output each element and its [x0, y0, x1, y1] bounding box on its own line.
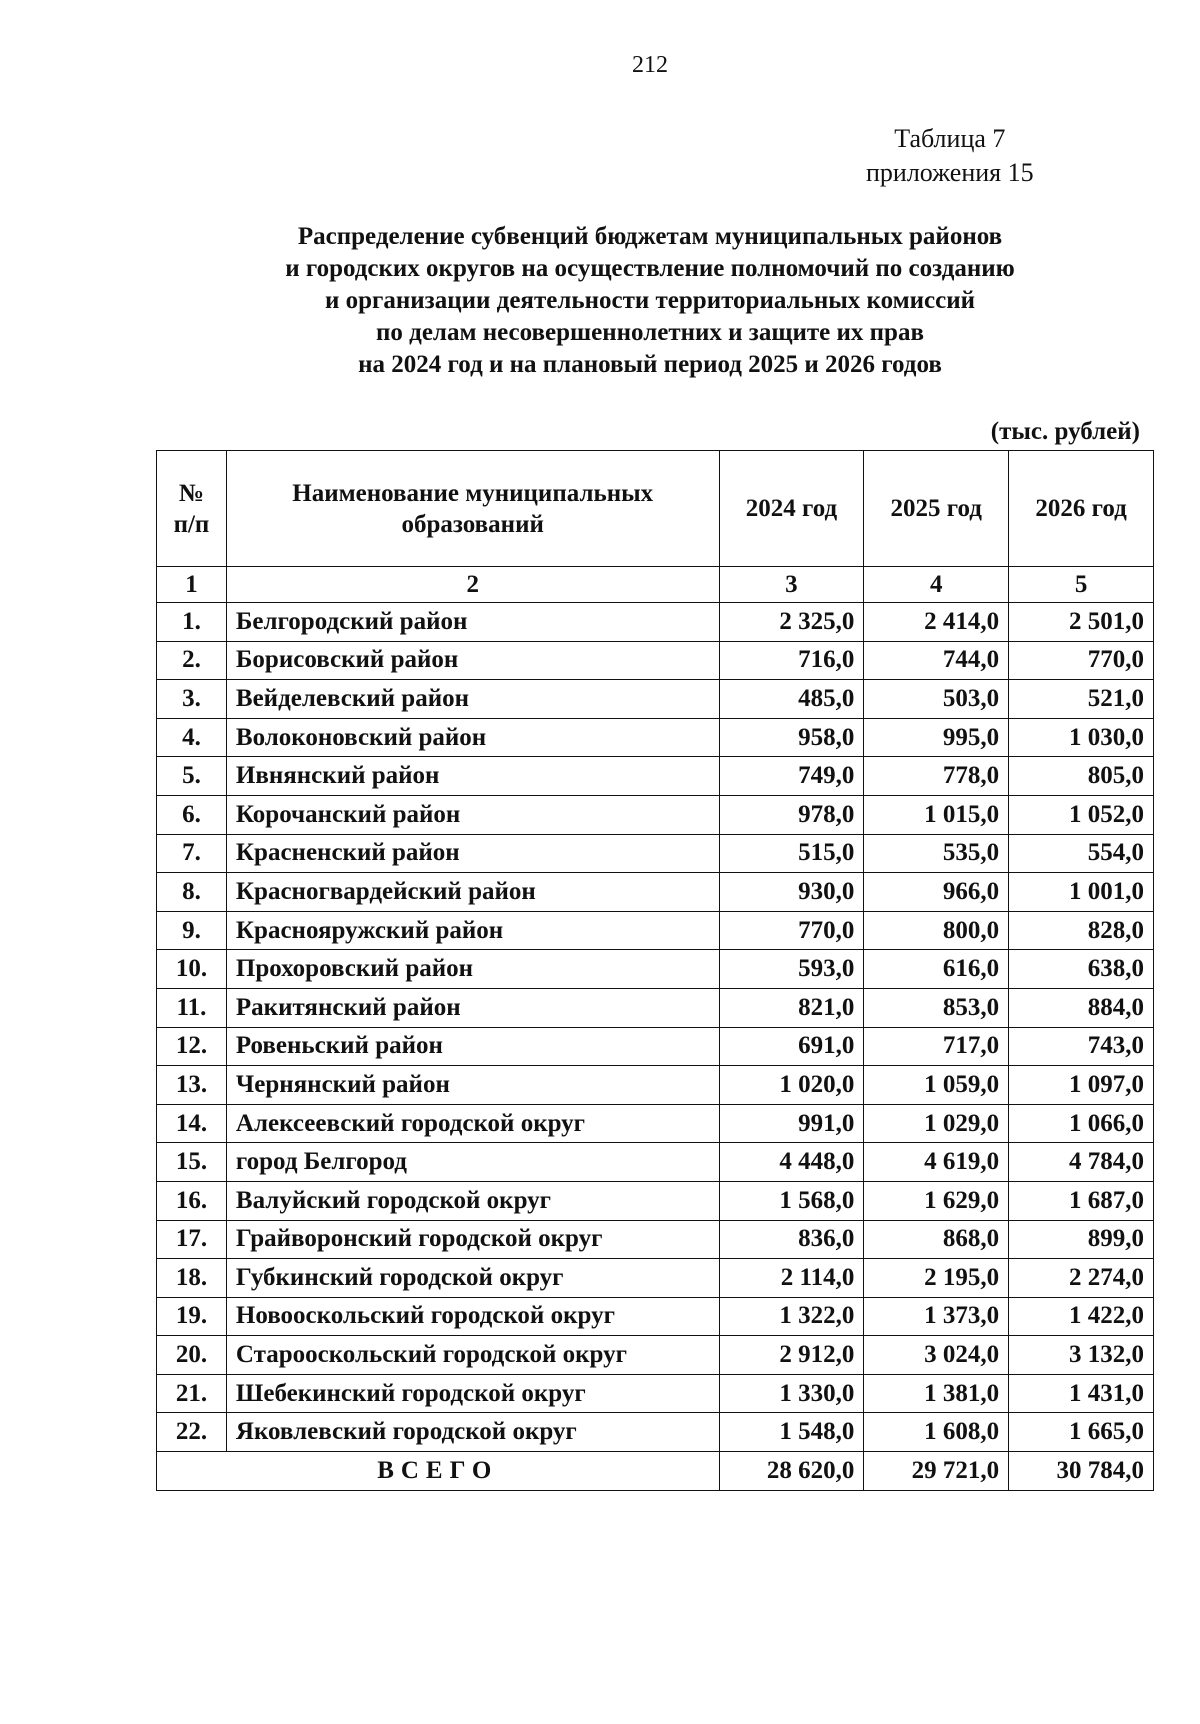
page-number: 212: [632, 52, 668, 78]
row-value-2025: 616,0: [864, 950, 1009, 989]
row-value-2025: 1 015,0: [864, 795, 1009, 834]
row-name: Алексеевский городской округ: [226, 1104, 719, 1143]
header-name-line2: образований: [401, 510, 544, 538]
row-name: Ивнянский район: [226, 757, 719, 796]
row-number: 2.: [157, 641, 227, 680]
row-value-2026: 1 431,0: [1009, 1374, 1154, 1413]
row-value-2026: 1 665,0: [1009, 1413, 1154, 1452]
table-row: [157, 911, 1154, 950]
row-number: 20.: [157, 1336, 227, 1375]
row-number: 13.: [157, 1066, 227, 1105]
row-value-2026: 1 001,0: [1009, 873, 1154, 912]
column-number: 1: [157, 567, 227, 603]
row-value-2025: 503,0: [864, 680, 1009, 719]
row-value-2024: 1 568,0: [719, 1181, 864, 1220]
column-number-row: [157, 567, 1154, 603]
table-row: [157, 1220, 1154, 1259]
row-value-2024: 749,0: [719, 757, 864, 796]
row-value-2024: 991,0: [719, 1104, 864, 1143]
header-number-line1: №: [178, 479, 205, 507]
row-value-2024: 821,0: [719, 988, 864, 1027]
row-name: Волоконовский район: [226, 718, 719, 757]
row-name: Ракитянский район: [226, 988, 719, 1027]
row-value-2024: 593,0: [719, 950, 864, 989]
title-line: и организации деятельности территориальных комиссий: [324, 287, 976, 314]
row-number: 18.: [157, 1259, 227, 1298]
row-number: 5.: [157, 757, 227, 796]
row-value-2025: 966,0: [864, 873, 1009, 912]
row-name: Прохоровский район: [226, 950, 719, 989]
header-row: [157, 451, 1154, 567]
row-value-2025: 744,0: [864, 641, 1009, 680]
row-value-2024: 1 330,0: [719, 1374, 864, 1413]
row-name: город Белгород: [226, 1143, 719, 1182]
row-value-2025: 2 195,0: [864, 1259, 1009, 1298]
row-value-2025: 535,0: [864, 834, 1009, 873]
table-row: [157, 718, 1154, 757]
row-value-2026: 3 132,0: [1009, 1336, 1154, 1375]
row-number: 9.: [157, 911, 227, 950]
table-row: [157, 1027, 1154, 1066]
row-value-2025: 1 059,0: [864, 1066, 1009, 1105]
row-name: Губкинский городской округ: [226, 1259, 719, 1298]
row-value-2026: 4 784,0: [1009, 1143, 1154, 1182]
row-value-2026: 1 030,0: [1009, 718, 1154, 757]
row-value-2024: 4 448,0: [719, 1143, 864, 1182]
row-number: 16.: [157, 1181, 227, 1220]
row-number: 7.: [157, 834, 227, 873]
row-value-2024: 836,0: [719, 1220, 864, 1259]
column-number: 2: [226, 567, 719, 603]
header-2024: 2024 год: [719, 451, 864, 567]
row-value-2026: 743,0: [1009, 1027, 1154, 1066]
table-row: [157, 950, 1154, 989]
table-label: [866, 122, 1034, 190]
title-line: на 2024 год и на плановый период 2025 и 2026 годов: [358, 351, 942, 378]
row-number: 14.: [157, 1104, 227, 1143]
column-number: 5: [1009, 567, 1154, 603]
row-name: Шебекинский городской округ: [226, 1374, 719, 1413]
row-value-2025: 2 414,0: [864, 603, 1009, 642]
row-value-2024: 691,0: [719, 1027, 864, 1066]
row-name: Красногвардейский район: [226, 873, 719, 912]
row-value-2026: 828,0: [1009, 911, 1154, 950]
row-value-2026: 554,0: [1009, 834, 1154, 873]
row-value-2025: 995,0: [864, 718, 1009, 757]
row-value-2024: 930,0: [719, 873, 864, 912]
row-name: Белгородский район: [226, 603, 719, 642]
table-row: [157, 1066, 1154, 1105]
row-value-2024: 1 020,0: [719, 1066, 864, 1105]
row-number: 10.: [157, 950, 227, 989]
table-row: [157, 795, 1154, 834]
row-value-2024: 716,0: [719, 641, 864, 680]
table-body: [157, 603, 1154, 1452]
row-name: Борисовский район: [226, 641, 719, 680]
row-number: 15.: [157, 1143, 227, 1182]
row-value-2024: 1 548,0: [719, 1413, 864, 1452]
row-number: 12.: [157, 1027, 227, 1066]
row-number: 22.: [157, 1413, 227, 1452]
total-label: ВСЕГО: [157, 1452, 720, 1491]
row-number: 1.: [157, 603, 227, 642]
row-value-2025: 1 381,0: [864, 1374, 1009, 1413]
row-value-2026: 770,0: [1009, 641, 1154, 680]
row-value-2026: 884,0: [1009, 988, 1154, 1027]
column-number: 4: [864, 567, 1009, 603]
row-value-2025: 778,0: [864, 757, 1009, 796]
table-row: [157, 680, 1154, 719]
row-value-2026: 2 274,0: [1009, 1259, 1154, 1298]
row-value-2025: 4 619,0: [864, 1143, 1009, 1182]
row-value-2024: 2 325,0: [719, 603, 864, 642]
table-row: [157, 1413, 1154, 1452]
row-value-2026: 638,0: [1009, 950, 1154, 989]
row-value-2024: 485,0: [719, 680, 864, 719]
total-2025: 29 721,0: [864, 1452, 1009, 1491]
row-name: Вейделевский район: [226, 680, 719, 719]
header-number: [157, 451, 227, 567]
table-row: [157, 834, 1154, 873]
row-name: Старооскольский городской округ: [226, 1336, 719, 1375]
units-label: (тыс. рублей): [990, 418, 1140, 445]
row-value-2024: 978,0: [719, 795, 864, 834]
header-name-line1: Наименование муниципальных: [292, 479, 654, 507]
row-value-2025: 1 608,0: [864, 1413, 1009, 1452]
row-name: Краснояружский район: [226, 911, 719, 950]
row-value-2026: 1 066,0: [1009, 1104, 1154, 1143]
row-value-2025: 853,0: [864, 988, 1009, 1027]
row-value-2026: 899,0: [1009, 1220, 1154, 1259]
row-name: Чернянский район: [226, 1066, 719, 1105]
row-number: 19.: [157, 1297, 227, 1336]
document-title: [160, 221, 1140, 381]
row-name: Яковлевский городской округ: [226, 1413, 719, 1452]
total-2026: 30 784,0: [1009, 1452, 1154, 1491]
table-row: [157, 757, 1154, 796]
row-number: 21.: [157, 1374, 227, 1413]
header-number-line2: п/п: [173, 510, 210, 538]
table-row: [157, 1104, 1154, 1143]
row-value-2026: 1 097,0: [1009, 1066, 1154, 1105]
row-name: Новооскольский городской округ: [226, 1297, 719, 1336]
subvention-table: [156, 450, 1154, 1491]
row-number: 17.: [157, 1220, 227, 1259]
table-row: [157, 641, 1154, 680]
column-number: 3: [719, 567, 864, 603]
table-row: [157, 1259, 1154, 1298]
row-value-2025: 3 024,0: [864, 1336, 1009, 1375]
total-row: [157, 1452, 1154, 1491]
total-2024: 28 620,0: [719, 1452, 864, 1491]
row-value-2024: 958,0: [719, 718, 864, 757]
row-value-2025: 717,0: [864, 1027, 1009, 1066]
row-number: 4.: [157, 718, 227, 757]
header-2026: 2026 год: [1009, 451, 1154, 567]
row-value-2024: 1 322,0: [719, 1297, 864, 1336]
row-name: Ровеньский район: [226, 1027, 719, 1066]
row-value-2025: 800,0: [864, 911, 1009, 950]
title-line: по делам несовершеннолетних и защите их прав: [376, 319, 924, 346]
row-number: 3.: [157, 680, 227, 719]
row-name: Красненский район: [226, 834, 719, 873]
row-name: Валуйский городской округ: [226, 1181, 719, 1220]
table-label-line1: Таблица 7: [894, 124, 1006, 153]
table-row: [157, 988, 1154, 1027]
table-row: [157, 1374, 1154, 1413]
title-line: и городских округов на осуществление полномочий по созданию: [285, 255, 1015, 282]
row-value-2026: 521,0: [1009, 680, 1154, 719]
row-value-2024: 2 114,0: [719, 1259, 864, 1298]
row-value-2026: 805,0: [1009, 757, 1154, 796]
table-row: [157, 1336, 1154, 1375]
row-value-2026: 2 501,0: [1009, 603, 1154, 642]
row-value-2025: 1 629,0: [864, 1181, 1009, 1220]
row-number: 8.: [157, 873, 227, 912]
header-name: [226, 451, 719, 567]
row-name: Корочанский район: [226, 795, 719, 834]
table-label-line2: приложения 15: [866, 158, 1034, 187]
row-value-2026: 1 687,0: [1009, 1181, 1154, 1220]
row-number: 11.: [157, 988, 227, 1027]
row-value-2024: 2 912,0: [719, 1336, 864, 1375]
row-value-2025: 1 029,0: [864, 1104, 1009, 1143]
row-value-2026: 1 052,0: [1009, 795, 1154, 834]
header-2025: 2025 год: [864, 451, 1009, 567]
title-line: Распределение субвенций бюджетам муниципальных районов: [297, 223, 1003, 250]
row-value-2025: 868,0: [864, 1220, 1009, 1259]
row-value-2024: 515,0: [719, 834, 864, 873]
row-value-2026: 1 422,0: [1009, 1297, 1154, 1336]
table-row: [157, 873, 1154, 912]
row-value-2025: 1 373,0: [864, 1297, 1009, 1336]
row-value-2024: 770,0: [719, 911, 864, 950]
table-row: [157, 1143, 1154, 1182]
row-name: Грайворонский городской округ: [226, 1220, 719, 1259]
table-row: [157, 1297, 1154, 1336]
row-number: 6.: [157, 795, 227, 834]
table-row: [157, 1181, 1154, 1220]
table-row: [157, 603, 1154, 642]
